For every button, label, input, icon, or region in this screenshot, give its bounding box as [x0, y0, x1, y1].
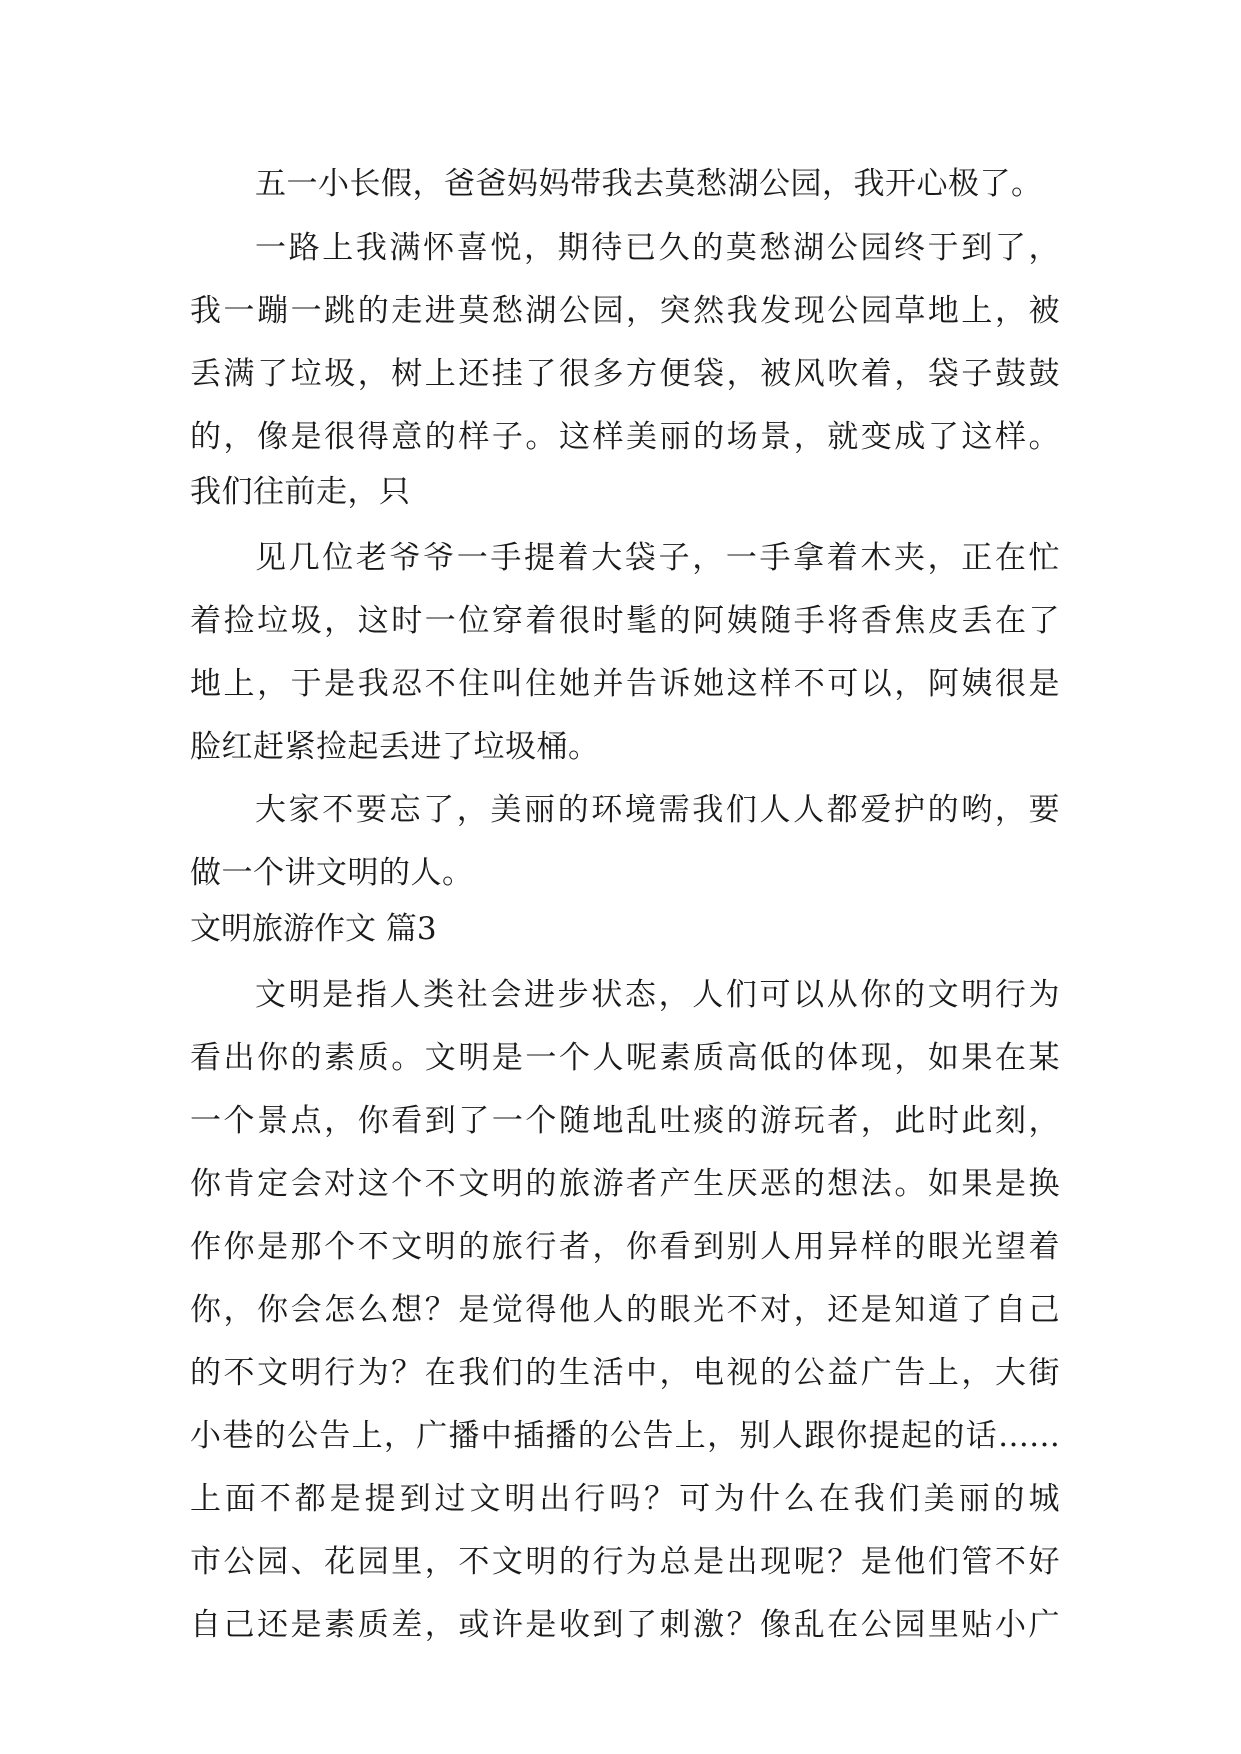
text-line: 我一蹦一跳的走进莫愁湖公园，突然我发现公园草地上，被: [190, 293, 1060, 329]
text-line: 着捡垃圾，这时一位穿着很时髦的阿姨随手将香焦皮丢在了: [190, 603, 1060, 639]
text-line: 的不文明行为？在我们的生活中，电视的公益广告上，大街: [190, 1355, 1060, 1391]
text-line: 作你是那个不文明的旅行者，你看到别人用异样的眼光望着: [190, 1229, 1060, 1265]
text-line: 做一个讲文明的人。: [190, 855, 474, 891]
text-line: 自己还是素质差，或许是收到了刺激？像乱在公园里贴小广: [190, 1607, 1060, 1643]
text-line: 一个景点，你看到了一个随地乱吐痰的游玩者，此时此刻，: [190, 1103, 1060, 1139]
text-line: 五一小长假，爸爸妈妈带我去莫愁湖公园，我开心极了。: [255, 166, 1043, 202]
text-line: 你肯定会对这个不文明的旅游者产生厌恶的想法。如果是换: [190, 1166, 1060, 1202]
text-line: 大家不要忘了，美丽的环境需我们人人都爱护的哟，要: [255, 792, 1060, 828]
text-line: 的，像是很得意的样子。这样美丽的场景，就变成了这样。: [190, 419, 1060, 455]
text-line: 小巷的公告上，广播中插播的公告上，别人跟你提起的话……: [190, 1418, 1060, 1454]
text-line: 你，你会怎么想？是觉得他人的眼光不对，还是知道了自己: [190, 1292, 1060, 1328]
text-line: 我们往前走，只: [190, 474, 411, 510]
text-line: 一路上我满怀喜悦，期待已久的莫愁湖公园终于到了，: [255, 230, 1060, 266]
text-line: 看出你的素质。文明是一个人呢素质高低的体现，如果在某: [190, 1040, 1060, 1076]
text-line: 脸红赶紧捡起丢进了垃圾桶。: [190, 729, 600, 765]
text-line: 地上，于是我忍不住叫住她并告诉她这样不可以，阿姨很是: [190, 666, 1060, 702]
text-line: 丢满了垃圾，树上还挂了很多方便袋，被风吹着，袋子鼓鼓: [190, 356, 1060, 392]
text-line: 上面不都是提到过文明出行吗？可为什么在我们美丽的城: [190, 1481, 1060, 1517]
text-line: 见几位老爷爷一手提着大袋子，一手拿着木夹，正在忙: [255, 540, 1060, 576]
text-line: 文明是指人类社会进步状态，人们可以从你的文明行为: [255, 977, 1060, 1013]
text-line: 市公园、花园里，不文明的行为总是出现呢？是他们管不好: [190, 1544, 1060, 1580]
section-heading: 文明旅游作文 篇3: [190, 911, 437, 947]
